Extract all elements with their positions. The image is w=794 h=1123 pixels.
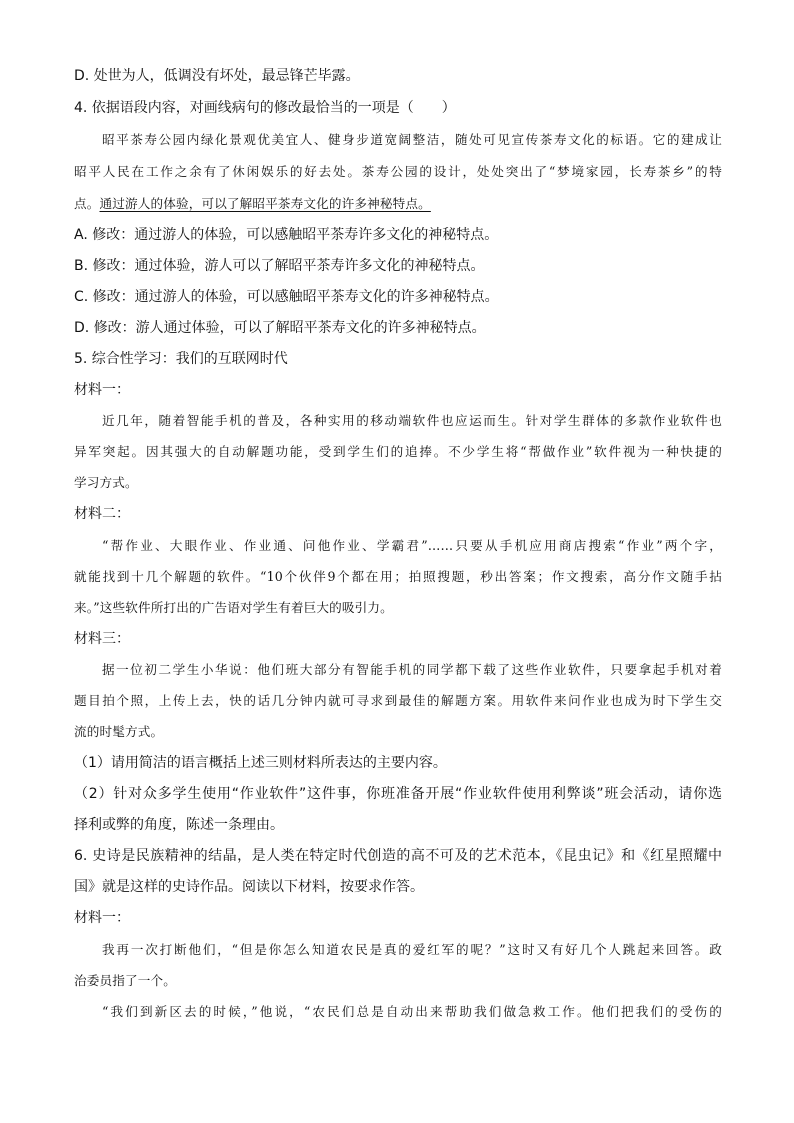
passage-line: 昭平人民在工作之余有了休闲娱乐的好去处。茶寿公园的设计，处处突出了“梦境家园，长寿茶乡”的特 [74, 164, 722, 179]
material-line: 异军突起。因其强大的自动解题功能，受到学生们的追捧。不少学生将“帮做作业”软件视为一种快捷的 [74, 444, 722, 459]
material-line: 来。”这些软件所打出的广告语对学生有着巨大的吸引力。 [74, 600, 393, 615]
question-6-title-cont: 国》就是这样的史诗作品。阅读以下材料，按要求作答。 [74, 879, 424, 895]
material-line: 治委员指了一个。 [74, 973, 176, 988]
material-line: “帮作业、大眼作业、作业通、问他作业、学霸君”……只要从手机应用商店搜索“作业”两个字， [102, 538, 722, 553]
material-line: 流的时髦方式。 [74, 724, 164, 739]
material-line: 就能找到十几个解题的软件。“10个伙伴9个都在用；拍照搜题，秒出答案；作文搜索，高分作文随手拈 [74, 569, 722, 584]
option-a: A. 修改：通过游人的体验，可以感触昭平茶寿许多文化的神秘特点。 [74, 227, 499, 243]
passage-line-underlined [74, 194, 722, 214]
passage-line: 昭平茶寿公园内绿化景观优美宜人、健身步道宽阔整洁，随处可见宣传茶寿文化的标语。它的建成让 [102, 132, 722, 147]
option-b: B. 修改：通过体验，游人可以了解昭平茶寿许多文化的神秘特点。 [74, 258, 485, 274]
question-6-title: 6. 史诗是民族精神的结晶，是人类在特定时代创造的高不可及的艺术范本，《昆虫记》和《红星照耀中 [74, 848, 722, 864]
sub-question-2-cont: 择利或弊的角度，陈述一条理由。 [74, 817, 284, 833]
option-d-q3: D. 处世为人，低调没有坏处，最忌锋芒毕露。 [74, 68, 360, 84]
option-d: D. 修改：游人通过体验，可以了解昭平茶寿文化的许多神秘特点。 [74, 320, 486, 336]
material-heading: 材料二： [74, 506, 130, 522]
material-line: 我再一次打断他们，“但是你怎么知道农民是真的爱红军的呢？”这时又有好几个人跳起来回答。政 [102, 942, 722, 957]
material-line: 近几年，随着智能手机的普及，各种实用的移动端软件也应运而生。针对学生群体的多款作业软件也 [102, 413, 722, 428]
passage-text: 点。 [74, 196, 100, 211]
material-line: 据一位初二学生小华说：他们班大部分有智能手机的同学都下载了这些作业软件，只要拿起手机对着 [102, 662, 722, 677]
sub-question-1: （1）请用简洁的语言概括上述三则材料所表达的主要内容。 [74, 755, 447, 771]
question-5-title: 5. 综合性学习：我们的互联网时代 [74, 351, 288, 367]
option-c: C. 修改：通过游人的体验，可以感触昭平茶寿文化的许多神秘特点。 [74, 289, 499, 305]
material-line: “我们到新区去的时候，”他说，“农民们总是自动出来帮助我们做急救工作。他们把我们的受伤的 [102, 1004, 722, 1019]
question-4-title: 4. 依据语段内容，对画线病句的修改最恰当的一项是（ ） [74, 100, 456, 116]
sub-question-2: （2）针对众多学生使用“作业软件”这件事，你班准备开展“作业软件使用利弊谈”班会活动，请你选 [74, 786, 722, 802]
material-line: 题目拍个照，上传上去，快的话几分钟内就可寻求到最佳的解题方案。用软件来问作业也成为时下学生交 [74, 693, 722, 708]
underlined-sentence: 通过游人的体验，可以了解昭平茶寿文化的许多神秘特点。 [99, 196, 431, 211]
material-line: 学习方式。 [74, 475, 138, 490]
material-heading: 材料三： [74, 631, 130, 647]
material-heading: 材料一： [74, 382, 130, 398]
material-heading: 材料一： [74, 910, 130, 926]
